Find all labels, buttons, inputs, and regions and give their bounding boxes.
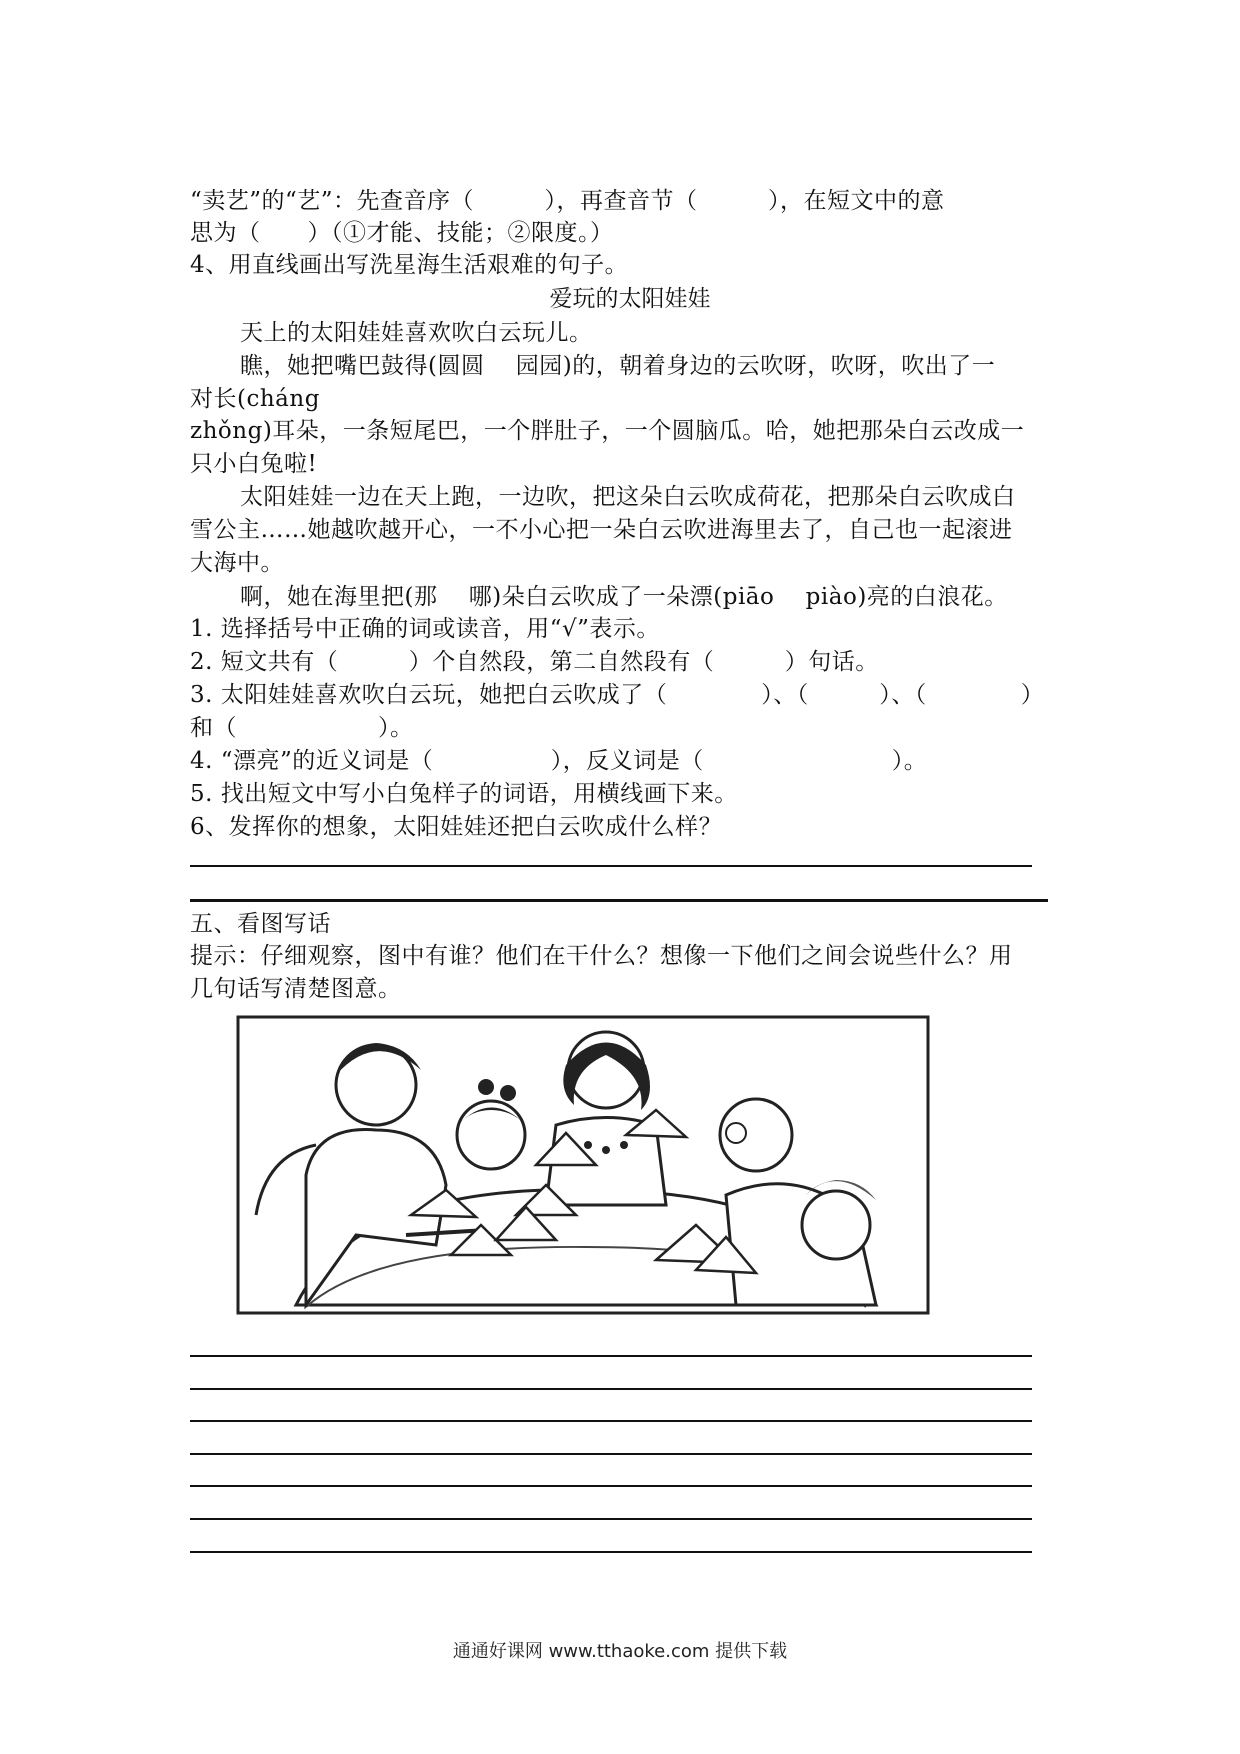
section4-line1: “卖艺”的“艺”：先查音序（ ），再查音节（ ），在短文中的意	[190, 188, 945, 214]
answer-line	[190, 865, 1032, 867]
story-paragraph2-line1: 瞧，她把嘴巴鼓得(圆圆 园园)的，朝着身边的云吹呀，吹呀，吹出了一	[240, 353, 996, 379]
writing-line	[190, 1453, 1032, 1455]
story-paragraph3-line2: 雪公主……她越吹越开心，一不小心把一朵白云吹进海里去了，自己也一起滚进	[190, 517, 1013, 543]
story-paragraph2-line2: 对长(cháng	[190, 386, 320, 412]
section-divider	[190, 899, 1048, 902]
question-6: 6、发挥你的想象，太阳娃娃还把白云吹成什么样？	[190, 814, 723, 840]
writing-line	[190, 1518, 1032, 1520]
story-paragraph2-line4: 只小白兔啦!	[190, 451, 318, 477]
section5-heading: 五、看图写话	[190, 911, 331, 937]
question-2: 2. 短文共有（ ）个自然段，第二自然段有（ ）句话。	[190, 649, 879, 675]
writing-line	[190, 1388, 1032, 1390]
story-paragraph2-line3: zhǒng)耳朵，一条短尾巴，一个胖肚子，一个圆脑瓜。哈，她把那朵白云改成一	[190, 418, 1025, 444]
question-1: 1. 选择括号中正确的词或读音，用“√”表示。	[190, 616, 660, 642]
writing-line	[190, 1485, 1032, 1487]
section4-line2: 思为（ ）（①才能、技能；②限度。）	[190, 220, 614, 246]
section4-question4: 4、用直线画出写洗星海生活艰难的句子。	[190, 252, 629, 278]
family-watermelon-illustration	[236, 1015, 930, 1315]
story-title: 爱玩的太阳娃娃	[549, 286, 711, 312]
section5-hint-line1: 提示：仔细观察，图中有谁？他们在干什么？想像一下他们之间会说些什么？用	[190, 943, 1013, 969]
story-paragraph4: 啊，她在海里把(那 哪)朵白云吹成了一朵漂(piāo piào)亮的白浪花。	[240, 584, 1008, 610]
section5-hint-line2: 几句话写清楚图意。	[190, 976, 402, 1002]
question-3-line2: 和（ ）。	[190, 715, 414, 741]
writing-line	[190, 1355, 1032, 1357]
question-3-line1: 3. 太阳娃娃喜欢吹白云玩，她把白云吹成了（ ）、（ ）、（ ）	[190, 682, 1045, 708]
writing-line	[190, 1420, 1032, 1422]
story-paragraph3-line3: 大海中。	[190, 550, 284, 576]
question-4: 4. “漂亮”的近义词是（ ），反义词是（ ）。	[190, 748, 928, 774]
story-paragraph3-line1: 太阳娃娃一边在天上跑，一边吹，把这朵白云吹成荷花，把那朵白云吹成白	[240, 484, 1016, 510]
question-5: 5. 找出短文中写小白兔样子的词语，用横线画下来。	[190, 781, 738, 807]
writing-line	[190, 1551, 1032, 1553]
story-paragraph1: 天上的太阳娃娃喜欢吹白云玩儿。	[240, 320, 593, 346]
footer-credit: 通通好课网 www.tthaoke.com 提供下载	[452, 1641, 788, 1662]
